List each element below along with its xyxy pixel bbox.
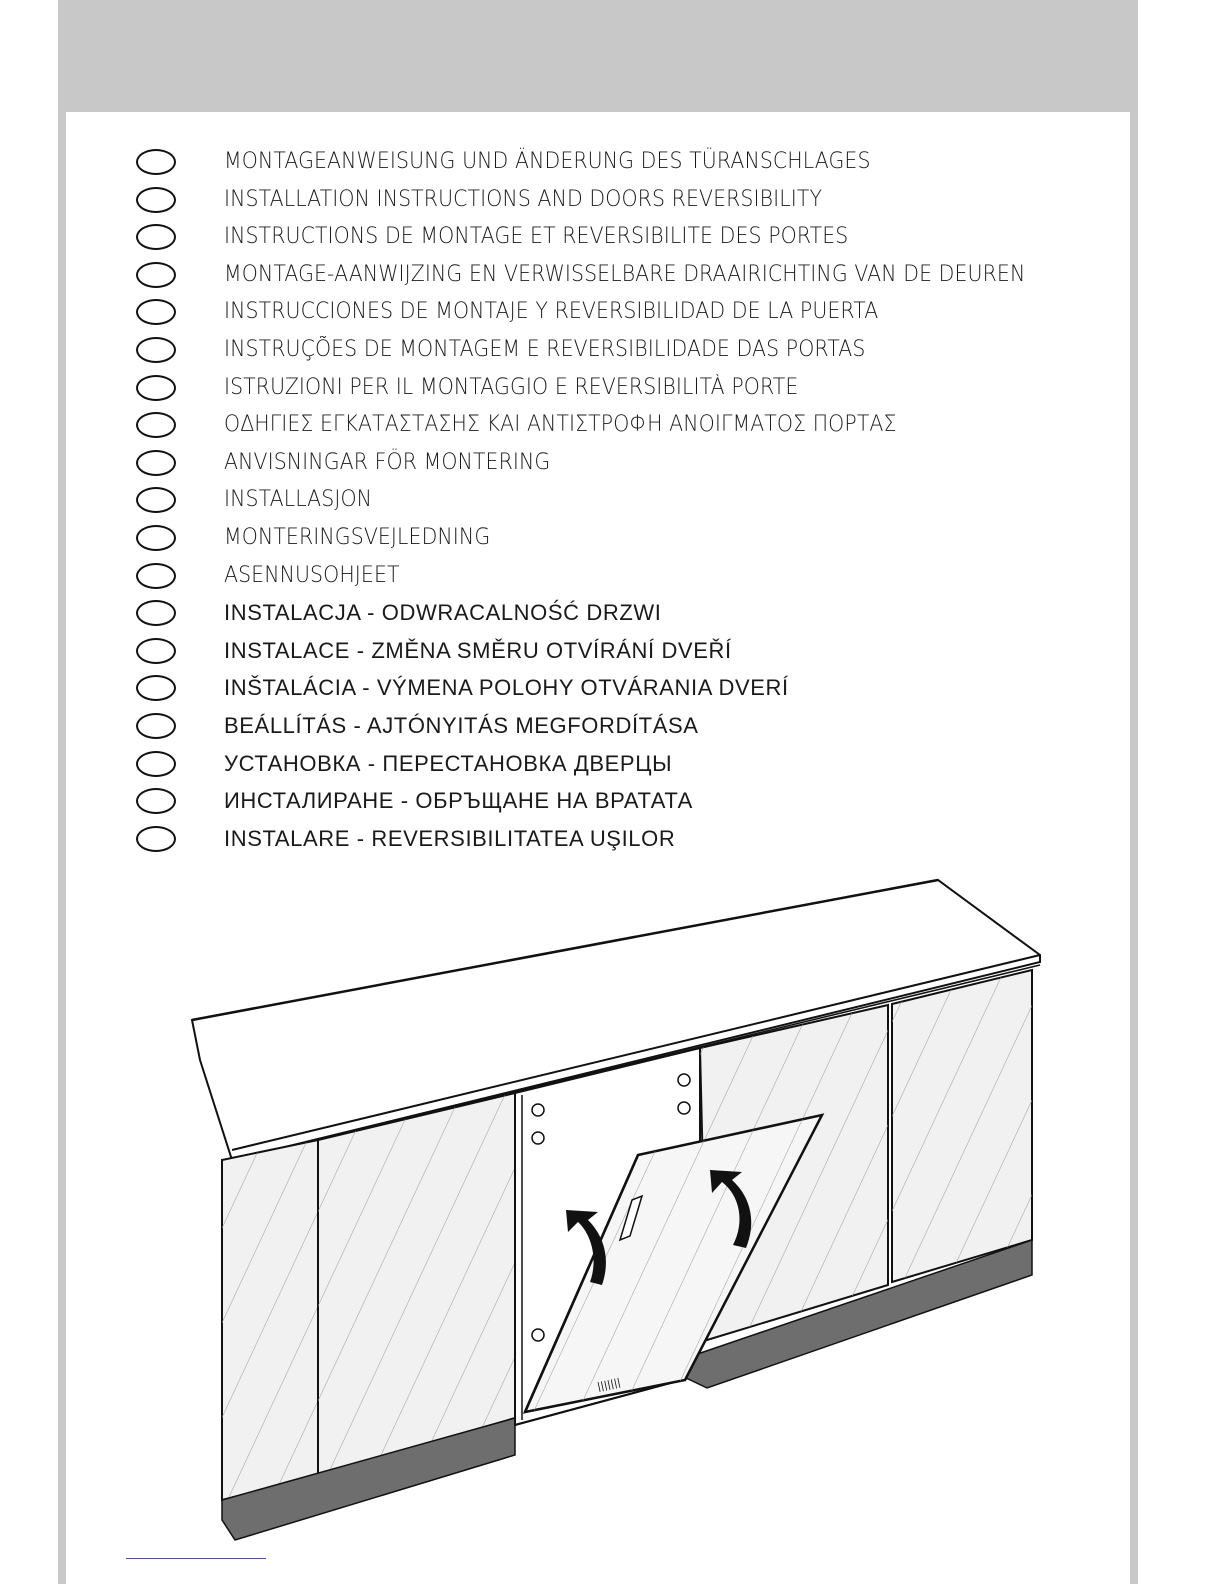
language-row	[136, 220, 1096, 258]
language-row	[136, 747, 1096, 785]
language-flag-oval	[136, 788, 176, 814]
language-row	[136, 596, 1096, 634]
language-row	[136, 371, 1096, 409]
language-title: ИНСТАЛИРАНЕ - ОБРЪЩАНЕ НА ВРАТАТА	[224, 788, 693, 814]
language-flag-oval	[136, 638, 176, 664]
language-list	[136, 145, 1096, 859]
language-flag-oval	[136, 337, 176, 363]
language-flag-oval	[136, 262, 176, 288]
language-row	[136, 822, 1096, 860]
language-title: INSTRUCCIONES DE MONTAJE Y REVERSIBILIDAD DE LA PUERTA	[224, 299, 879, 325]
language-flag-oval	[136, 563, 176, 589]
language-title: INSTALACJA - ODWRACALNOŚĆ DRZWI	[224, 600, 662, 626]
language-title: INSTALARE - REVERSIBILITATEA UŞILOR	[224, 825, 676, 851]
language-title: INSTRUCTIONS DE MONTAGE ET REVERSIBILITE DES PORTES	[224, 224, 849, 250]
language-title: MONTAGEANWEISUNG UND ÄNDERUNG DES TÜRANSCHLAGES	[224, 149, 871, 174]
language-title: MONTAGE-AANWIJZING EN VERWISSELBARE DRAAIRICHTING VAN DE DEUREN	[224, 261, 1026, 287]
language-row	[136, 634, 1096, 672]
language-title: УСТАНОВКА - ПЕРЕСТАНОВКА ДВЕРЦЫ	[224, 750, 673, 776]
language-row	[136, 521, 1096, 559]
svg-text:|||||||: |||||||	[596, 1377, 622, 1393]
language-flag-oval	[136, 713, 176, 739]
language-flag-oval	[136, 375, 176, 401]
language-title: INSTALACE - ZMĚNA SMĚRU OTVÍRÁNÍ DVEŘÍ	[224, 637, 732, 663]
language-row	[136, 258, 1096, 296]
language-row	[136, 709, 1096, 747]
language-row	[136, 333, 1096, 371]
language-row	[136, 784, 1096, 822]
language-row	[136, 446, 1096, 484]
language-row	[136, 295, 1096, 333]
language-flag-oval	[136, 487, 176, 513]
language-row	[136, 183, 1096, 221]
language-flag-oval	[136, 187, 176, 213]
language-row	[136, 145, 1096, 183]
language-flag-oval	[136, 600, 176, 626]
language-row	[136, 559, 1096, 597]
language-title: INSTRUÇÕES DE MONTAGEM E REVERSIBILIDADE DAS PORTAS	[224, 336, 866, 362]
footer-rule	[126, 1558, 266, 1559]
language-title: INSTALLATION INSTRUCTIONS AND DOORS REVERSIBILITY	[224, 186, 823, 212]
language-flag-oval	[136, 675, 176, 701]
language-flag-oval	[136, 412, 176, 438]
language-title: ASENNUSOHJEET	[224, 562, 400, 588]
language-title: BEÁLLÍTÁS - AJTÓNYITÁS MEGFORDÍTÁSA	[224, 712, 699, 738]
language-title: ΟΔΗΓΙΕΣ ΕΓΚΑΤΑΣΤΑΣΗΣ ΚΑΙ ΑΝΤΙΣΤΡΟΦΗ ΑΝΟΙΓΜΑΤΟΣ ΠΟΡΤΑΣ	[224, 412, 897, 438]
language-flag-oval	[136, 224, 176, 250]
language-flag-oval	[136, 450, 176, 476]
language-title: INSTALLASJON	[224, 487, 373, 513]
language-row	[136, 671, 1096, 709]
language-title: INŠTALÁCIA - VÝMENA POLOHY OTVÁRANIA DVERÍ	[224, 675, 789, 701]
language-title: ANVISNINGAR FÖR MONTERING	[224, 449, 551, 475]
language-flag-oval	[136, 299, 176, 325]
language-flag-oval	[136, 751, 176, 777]
language-flag-oval	[136, 826, 176, 852]
language-flag-oval	[136, 149, 176, 175]
left-cabinet-doors	[222, 1093, 515, 1540]
language-row	[136, 483, 1096, 521]
language-row	[136, 408, 1096, 446]
kitchen-installation-illustration	[180, 870, 1060, 1560]
language-flag-oval	[136, 525, 176, 551]
language-title: MONTERINGSVEJLEDNING	[224, 524, 491, 550]
language-title: ISTRUZIONI PER IL MONTAGGIO E REVERSIBILITÀ PORTE	[224, 374, 799, 400]
